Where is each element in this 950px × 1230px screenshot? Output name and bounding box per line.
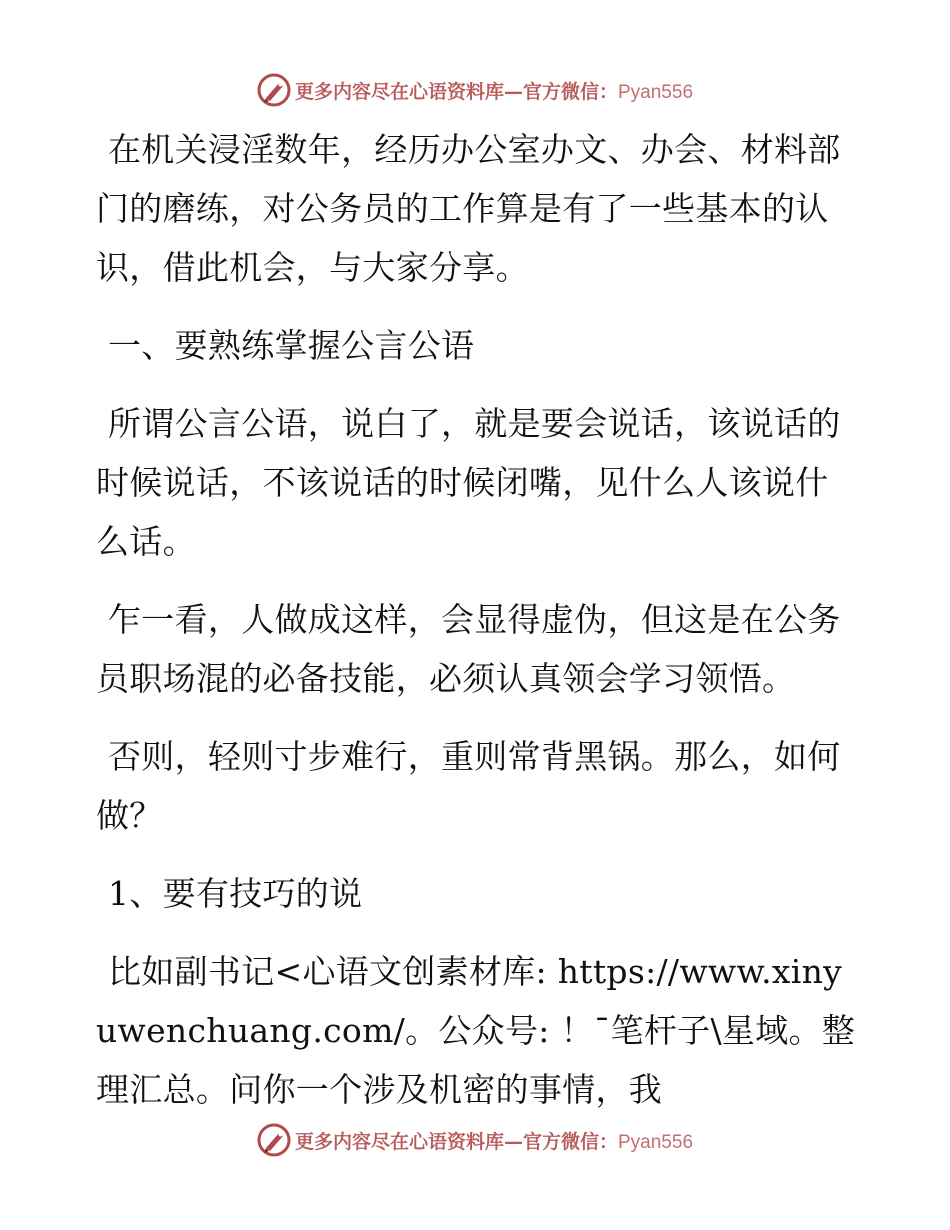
header-wechat-id: Pyan556 — [618, 81, 694, 103]
section-heading-1: 一、要熟练掌握公言公语 — [108, 326, 475, 365]
header-watermark-banner — [0, 70, 950, 110]
paragraph-otherwise: 否则，轻则寸步难行，重则常背黑锅。那么，如何做？ — [96, 737, 841, 835]
document-body — [96, 120, 856, 1138]
pen-logo-icon — [257, 1123, 291, 1157]
paragraph-skill: 乍一看，人做成这样，会显得虚伪，但这是在公务员职场混的必备技能，必须认真领会学习领悟。 — [96, 600, 841, 698]
subheading-1: 1、要有技巧的说 — [108, 874, 363, 913]
pen-logo-icon — [257, 73, 291, 107]
footer-wechat-id: Pyan556 — [618, 1131, 694, 1153]
footer-watermark-banner — [0, 1120, 950, 1160]
paragraph-example: 比如副书记<心语文创素材库: https://www.xinyuwenchuang.com/。公众号: ！¯笔杆子\星域。整理汇总。问你一个涉及机密的事情，我 — [96, 952, 856, 1109]
footer-banner-text: 更多内容尽在心语资料库—官方微信：Pyan556 — [294, 1130, 694, 1153]
paragraph-definition: 所谓公言公语，说白了，就是要会说话，该说话的时候说话，不该说话的时候闭嘴，见什么人该说什么话。 — [96, 404, 841, 561]
header-banner-text: 更多内容尽在心语资料库—官方微信：Pyan556 — [294, 80, 694, 103]
paragraph-intro: 在机关浸淫数年，经历办公室办文、办会、材料部门的磨练，对公务员的工作算是有了一些基本的认识，借此机会，与大家分享。 — [96, 130, 841, 287]
